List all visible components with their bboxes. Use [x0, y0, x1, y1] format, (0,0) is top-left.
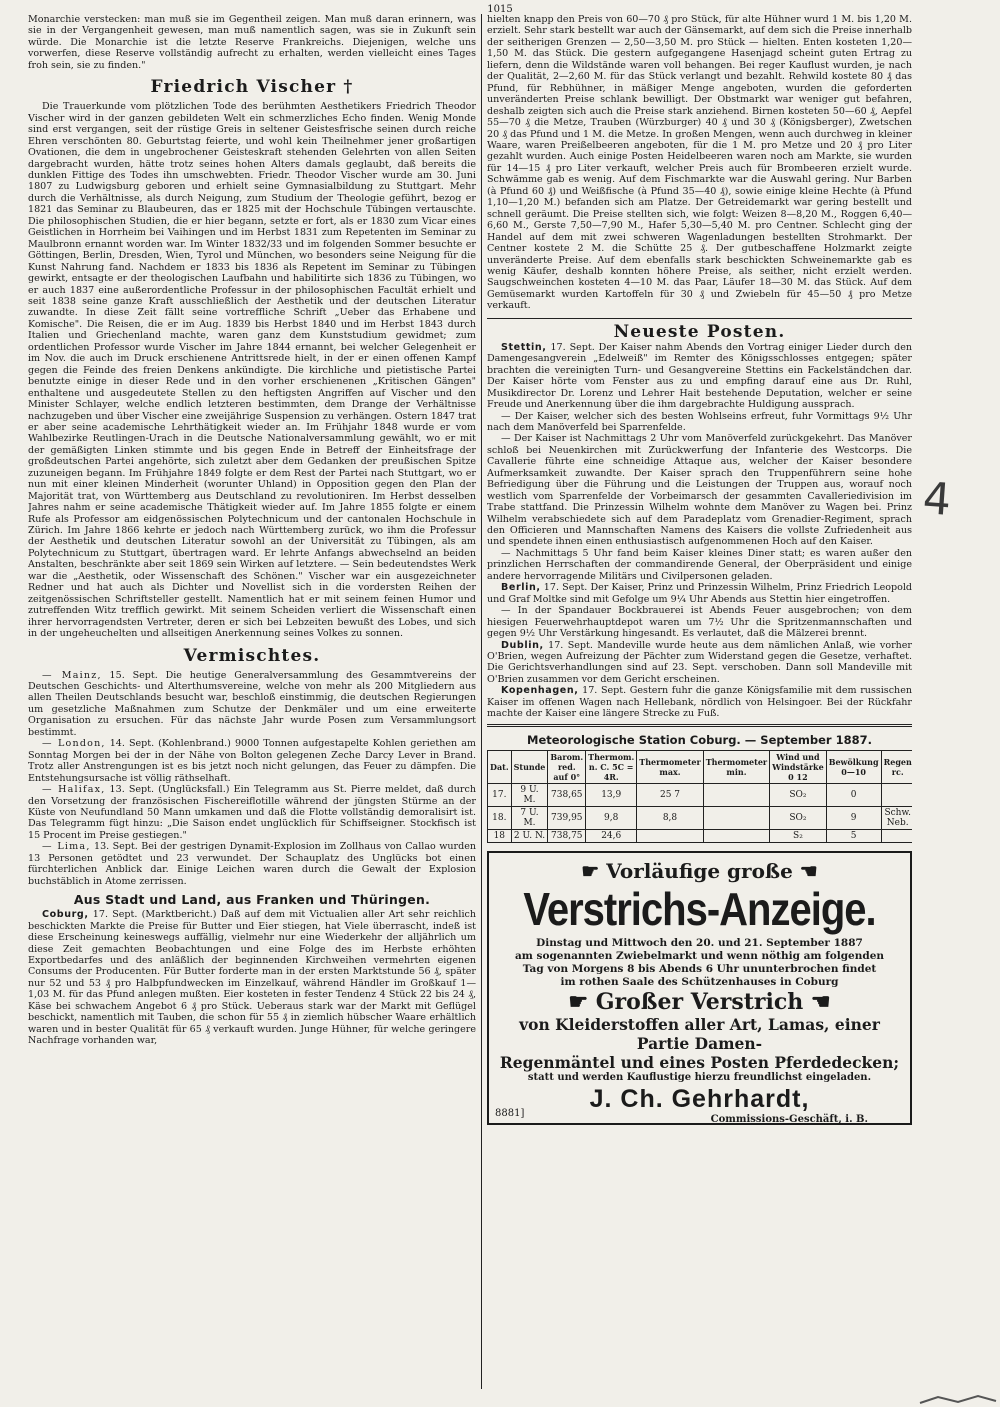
news-item: [487, 433, 912, 548]
weather-title: Meteorologische Station Coburg. — September 1887.: [527, 732, 872, 747]
scan-corner-mark: [918, 1393, 998, 1407]
article-intro: Monarchie verstecken: man muß sie im Gegentheil zeigen. Man muß daran erinnern, was sie in der Vergangenheit gewesen, man muß namentlich sagen, was sie in Zukunft sein würde. Die Monarchie ist die letzte Reserve Frankreichs. Diejenigen, welche uns vorwerfen, diese Reserve vollständig aufrecht zu erhalten, werden vielleicht eines Tages froh sein, sie zu finden.": [28, 14, 476, 71]
weather-row: [488, 829, 913, 842]
weather-header: Wind und Windstärke 0 12: [770, 750, 827, 783]
auction-advertisement: [487, 851, 912, 1125]
weather-header: Stunde: [511, 750, 548, 783]
weather-cell: 738,65: [548, 783, 586, 806]
misc-dateline: — Mainz,: [42, 669, 102, 681]
news-item: [487, 640, 912, 686]
weather-cell: 13,9: [586, 783, 637, 806]
weather-cell: 0: [826, 783, 881, 806]
news-item: [487, 582, 912, 605]
misc-item: [28, 784, 476, 841]
weather-cell: 7 U. M.: [511, 806, 548, 829]
weather-header-row: [488, 750, 913, 783]
misc-dateline: — London,: [42, 738, 106, 750]
weather-cell: [703, 783, 769, 806]
ad-line: Dinstag und Mittwoch den 20. und 21. September 1887: [536, 936, 863, 949]
news-text: — Der Kaiser ist Nachmittags 2 Uhr vom Manöverfeld zurückgekehrt. Das Manöver schloß bei Neuenkirchen mit Zurückwerfung der Infanterie des Westcorps. Die Cavallerie führte eine schneidige Attaque aus, welcher der Kaiser besondere Aufmerksamkeit zuwandte. Der Kaiser sprach den Truppenführern seine hohe Befriedigung über die Führung und die Leistungen der Truppen aus, worauf noch westlich vom Sparrenfelde der Vorbeimarsch der gesammten Cavalleriedivision im Trabe stattfand. Die Prinzessin Wilhelm wohnte dem Manöver zu Wagen bei. Prinz Wilhelm verabschiedete sich auf dem Paradeplatz vom Grenadier-Regiment, sprach den Officieren und Mannschaften Namens des Kaisers die vollste Zufriedenheit aus und spendete ihnen einen enthusiastisch aufgenommenen Hoch auf den Kaiser.: [487, 433, 912, 548]
weather-cell: 2 U. N.: [511, 829, 548, 842]
ad-big-heading: ☛ Großer Verstrich ☚: [568, 988, 831, 1015]
weather-header: Bewölkung 0—10: [826, 750, 881, 783]
ad-preheading: ☛ Vorläufige große ☚: [581, 858, 818, 883]
ad-headline: Verstrichs-Anzeige.: [523, 884, 876, 936]
weather-cell: 8,8: [637, 806, 703, 829]
news-text: — In der Spandauer Bockbrauerei ist Abends Feuer ausgebrochen; von dem hiesigen Feuerwehrhauptdepot waren um 7½ Uhr die Spritzenmannschaften und gegen 9½ Uhr Verstärkung hingesandt. Es verlautet, daß die Mälzerei brennt.: [487, 605, 912, 640]
weather-cell: 9: [826, 806, 881, 829]
left-column: [28, 14, 476, 1394]
right-column: [487, 14, 912, 1394]
weather-header: Barom. red. auf 0°: [548, 750, 586, 783]
weather-header: Thermometer min.: [703, 750, 769, 783]
weather-cell: S₂: [770, 829, 827, 842]
weather-header: Dat.: [488, 750, 512, 783]
section-rule: [487, 318, 912, 319]
news-text: 17. Sept. Der Kaiser, Prinz und Prinzessin Wilhelm, Prinz Friedrich Leopold und Graf Moltke sind mit Gefolge um 9¼ Uhr Abends aus Stettin hier eingetroffen.: [487, 582, 912, 605]
market-report: [28, 909, 476, 1046]
ad-invitation: statt und werden Kauflustige hierzu freundlichst eingeladen.: [527, 1071, 872, 1083]
news-item: [487, 685, 912, 719]
weather-header: Thermom. n. C. 5C = 4R.: [586, 750, 637, 783]
ad-goods-line: Regenmäntel und eines Posten Pferdedecken;: [499, 1052, 900, 1072]
misc-text: 15. Sept. Die heutige Generalversammlung des Gesammtvereins der Deutschen Geschichts- und Alterthumsvereine, welche von mehr als 200 Mitgliedern aus allen Theilen Deutschlands besucht war, beschloß einstimmig, die deutschen Regierungen um gesetzliche Maßnahmen zum Schutze der Denkmäler und um eine erweiterte Organisation zu ersuchen. Für das nächste Jahr wurde Posen zum Versammlungsort bestimmt.: [28, 669, 476, 738]
misc-item: [28, 738, 476, 784]
page-number: 1015: [487, 4, 513, 15]
news-dateline: Dublin,: [501, 639, 544, 651]
news-text: 17. Sept. Mandeville wurde heute aus dem nämlichen Anlaß, wie vorher O'Brien, wegen Aufreizung der Pächter zum Widerstand gegen die Gesetze, verhaftet. Die Gerichtsverhandlungen sind auf 23. Sept. verschoben. Dann soll Mandeville mit O'Brien zusammen vor dem Gericht erscheinen.: [487, 639, 912, 685]
misc-text: 13. Sept. Bei der gestrigen Dynamit-Explosion im Zollhaus von Callao wurden 13 Personen getödtet und 23 verwundet. Der Schauplatz des Unglücks bot einen fürchterlichen Anblick dar. Einige Leichen waren durch die Gewalt der Explosion buchstäblich in Atome zerrissen.: [28, 841, 476, 887]
weather-cell: SO₂: [770, 806, 827, 829]
weather-cell: SO₂: [770, 783, 827, 806]
misc-heading: Vermischtes.: [183, 645, 321, 666]
news-dateline: Berlin,: [501, 582, 541, 594]
weather-cell: [881, 783, 912, 806]
ad-code: 8881]: [495, 1107, 525, 1119]
handwritten-mark: 4: [921, 473, 953, 526]
weather-cell: 25 7: [637, 783, 703, 806]
news-item: [487, 548, 912, 582]
news-dateline: Stettin,: [501, 341, 547, 353]
misc-text: 14. Sept. (Kohlenbrand.) 9000 Tonnen aufgestapelte Kohlen geriethen am Sonntag Morgen bei der in der Nähe von Bolton gelegenen Zeche Darcy Lever in Brand. Trotz aller Anstrengungen ist es bis jetzt noch nicht gelungen, das Feuer zu dämpfen. Die Entstehungsursache ist völlig räthselhaft.: [28, 738, 476, 784]
column-divider: [481, 14, 482, 1389]
weather-cell: [881, 829, 912, 842]
obituary-heading: Friedrich Vischer †: [150, 77, 354, 98]
misc-dateline: — Halifax,: [42, 784, 106, 796]
news-dateline: Kopenhagen,: [501, 685, 579, 697]
weather-table: [487, 750, 912, 843]
news-item: [487, 605, 912, 639]
weather-cell: 9,8: [586, 806, 637, 829]
weather-cell: 17.: [488, 783, 512, 806]
misc-item: [28, 841, 476, 887]
weather-header: Thermometer max.: [637, 750, 703, 783]
weather-cell: [637, 829, 703, 842]
news-text: — Nachmittags 5 Uhr fand beim Kaiser kleines Diner statt; es waren außer den prinzlichen Herrschaften der commandirende General, der Oberpräsident und einige andere hervorragende Militärs und Civilpersonen geladen.: [487, 547, 912, 582]
weather-header: Regen rc.: [881, 750, 912, 783]
weather-cell: 5: [826, 829, 881, 842]
weather-row: [488, 806, 913, 829]
market-text: 17. Sept. (Marktbericht.) Daß auf dem mit Victualien aller Art sehr reichlich beschickten Markte die Preise für Butter und Eier stiegen, hat Viele überrascht, indeß ist diese Erscheinung keineswegs auffällig, vielmehr nur eine Wiederkehr der alljährlich um diese Zeit gemachten Beobachtungen und eine Folge des im Herbste erhöhten Exportbedarfes und des anläßlich der beginnenden Kirchweihen vermehrten eigenen Consums der Producenten. Für Butter forderte man in der ersten Marktstunde 56 ₰, später nur 52 und 53 ₰ pro Halbpfundwecken im Einzelkauf, während Händler im Großkauf 1—1,03 M. für das Pfund anlegen mußten. Eier kosteten in fester Tendenz 4 Stück 22 bis 24 ₰, Käse bei schwachem Angebot 6 ₰ pro Stück. Ueberaus stark war der Markt mit Geflügel beschickt, namentlich mit Tauben, die schon für 55 ₰ in ziemlich hübscher Waare erhältlich waren und in bester Qualität für 65 ₰ verkauft wurden. Junge Hühner, für welche geringere Nachfrage vorhanden war,: [28, 909, 476, 1047]
weather-cell: [703, 829, 769, 842]
ad-firm-role: Commissions-Geschäft, i. B.: [710, 1113, 868, 1125]
latest-news-heading: Neueste Posten.: [613, 321, 786, 342]
market-report-continued: hielten knapp den Preis von 60—70 ₰ pro Stück, für alte Hühner wurd 1 M. bis 1,20 M. erzielt. Sehr stark bestellt war auch der Gänsemarkt, auf dem sich die Preise innerhalb der seitherigen Grenzen — 2,50—3,50 M. pro Stück — hielten. Enten kosteten 1,20—1,50 M. das Stück. Die gestern aufgegangene Hasenjagd scheint guten Ertrag zu liefern, denn die Wildstände waren voll behangen. Bei reger Kauflust wurden, je nach der Qualität, 2—2,60 M. für das Stück verlangt und bezahlt. Rehwild kostete 80 ₰ das Pfund, für Rebhühner, in mäßiger Menge angeboten, wurden die geforderten unveränderten Preise schlank bewilligt. Der Obstmarkt war weniger gut befahren, deshalb zeigten sich auch die Preise stark anziehend. Birnen kosteten 50—60 ₰, Aepfel 55—70 ₰ die Metze, Trauben (Würzburger) 40 ₰ und 30 ₰ (Königsberger), Zwetschen 20 ₰ das Pfund und 1 M. die Metze. In großen Mengen, wenn auch durchweg in kleiner Waare, waren Preißelbeeren angeboten, für die 1 M. pro Metze und 20 ₰ pro Liter gezahlt wurden. Auch einige Posten Heidelbeeren waren noch am Markte, sie wurden für 14—15 ₰ pro Liter verkauft, welcher Preis auch für Brombeeren erzielt wurde. Schwämme gab es wenig. Auf dem Fischmarkte war die Auswahl gering. Nur Barben (à Pfund 60 ₰) und Weißfische (à Pfund 35—40 ₰), sowie einige kleine Hechte (à Pfund 1,10—1,20 M.) befanden sich am Platze. Der Getreidemarkt war gering bestellt und schnell geräumt. Die Preise stellten sich, wie folgt: Weizen 8—8,20 M., Roggen 6,40—6,60 M., Gerste 7,50—7,90 M., Hafer 5,30—5,40 M. pro Centner. Schlecht ging der Handel auf dem mit zwei schweren Wagenladungen bestellten Strohmarkt. Der Centner kostete 2 M. die Schütte 25 ₰. Der gutbeschaffene Holzmarkt zeigte unveränderte Preise. Auf dem ebenfalls stark beschickten Schweinemarkte gab es wenig Käufer, deshalb konnten höhere Preise, als seither, nicht erzielt werden. Saugschweinchen kosteten 4—10 M. das Paar, Läufer 18—30 M. das Stück. Auf dem Gemüsemarkt wurden Kartoffeln für 30 ₰ und Zwiebeln für 45—50 ₰ pro Metze verkauft.: [487, 14, 912, 312]
ad-line: Tag von Morgens 8 bis Abends 6 Uhr ununterbrochen findet: [522, 962, 877, 975]
misc-dateline: — Lima,: [42, 841, 91, 853]
weather-cell: 739,95: [548, 806, 586, 829]
weather-cell: 18: [488, 829, 512, 842]
weather-cell: 24,6: [586, 829, 637, 842]
obituary-text: Die Trauerkunde vom plötzlichen Tode des berühmten Aesthetikers Friedrich Theodor Vischer wird in der ganzen gebildeten Welt ein schmerzliches Echo finden. Wenig Monde sind erst vergangen, seit der rüstige Greis in seltener Geistesfrische seinen durch reiche Ehren verschönten 80. Geburtstag feierte, und wohl kein Theilnehmer jener großartigen Ovationen, die dem in ungebrochener Geisteskraft stehenden Gelehrten von allen Seiten dargebracht wurden, hätte trotz seines hohen Alters damals geglaubt, daß bereits die dunklen Fittige des Todes ihn umschwebten. Friedr. Theodor Vischer wurde am 30. Juni 1807 zu Ludwigsburg geboren und erhielt seine Gymnasialbildung zu Stuttgart. Mehr durch die Verhältnisse, als durch Neigung, zum Studium der Theologie geführt, bezog er 1821 das Seminar zu Blaubeuren, das er 1825 mit der Hochschule Tübingen vertauschte. Die philosophischen Studien, die er hier begann, setzte er fort, als er 1830 zum Vicar eines Geistlichen in Horrheim bei Vaihingen und im Herbst 1831 zum Repetenten im Seminar zu Maulbronn ernannt worden war. Im Winter 1832/33 und im folgenden Sommer besuchte er Göttingen, Berlin, Dresden, Wien, Tyrol und München, wo besonders seine Neigung für die Kunst Nahrung fand. Nachdem er 1833 bis 1836 als Repetent im Seminar zu Tübingen gewirkt, entsagte er der theologischen Laufbahn und habilitirte sich 1836 zu Tübingen, wo er auch 1837 eine außerordentliche Professur in der philosophischen Facultät erhielt und seit 1838 seine ganze Kraft ausschließlich der Aesthetik und der deutschen Literatur zuwandte. In diese Zeit fällt seine vortreffliche Schrift „Ueber das Erhabene und Komische". Die Reisen, die er im Aug. 1839 bis Herbst 1840 und im Herbst 1843 durch Italien und Griechenland machte, waren ganz dem Kunststudium gewidmet; zum ordentlichen Professor wurde Vischer im Jahre 1844 ernannt, bei welcher Gelegenheit er im Nov. die auch im Druck erschienene Antrittsrede hielt, in der er einen offenen Kampf gegen die Feinde des freien Denkens ankündigte. Die kirchliche und pietistische Partei benutzte einige in dieser Rede und in den vorher erschienenen „Kritischen Gängen" enthaltene und ausgedeutete Stellen zu den heftigsten Angriffen auf Vischer und den Minister Schlayer, welche endlich letzteren bestimmten, dem Drange der Verhältnisse nachzugeben und über Vischer eine zweijährige Suspension zu verhängen. Ostern 1847 trat er aber seine academische Lehrthätigkeit wieder an. Im Frühjahr 1848 wurde er vom Wahlbezirke Reutlingen-Urach in die Deutsche Nationalversammlung gewählt, wo er mit der gemäßigten Linken stimmte und bis gegen Ende in Betreff der Einheitsfrage der großdeutschen Partei angehörte, sich zuletzt aber dem Gedanken der preußischen Spitze zuzuneigen begann. Im Frühjahre 1849 folgte er dem Rest der Partei nach Stuttgart, wo er nun mit einer kleinen Minderheit (worunter Uhland) in Opposition gegen den Plan der Majorität trat, von Württemberg aus Deutschland zu revolutioniren. Im Herbst desselben Jahres nahm er seine academische Thätigkeit wieder auf. Im Jahre 1855 folgte er einem Rufe als Professor am eidgenössischen Polytechnicum und der cantonalen Hochschule in Zürich. Im Jahre 1866 kehrte er jedoch nach Württemberg zurück, wo ihm die Professur der Aesthetik und deutschen Literatur sowohl an der Universität zu Tübingen, als am Polytechnicum zu Stuttgart, übertragen ward. Er lehrte Anfangs abwechselnd an beiden Anstalten, beschränkte aber seit 1869 sein Wirken auf letztere. — Sein bedeutendstes Werk war die „Aesthetik, oder Wissenschaft des Schönen." Vischer war ein ausgezeichneter Redner und hat auch als Dichter und Novellist sich in die vordersten Reihen der zeitgenössischen Schriftsteller gestellt. Namentlich hat er mit seinem feinen Humor und zutreffenden Witz trefflich gewirkt. Mit seinem Scheiden verliert die Wissenschaft einen ihrer hervorragendsten Vertreter, deren er sich bei Lebzeiten bewußt des Lobes, und sich in der ungeheuchelten und allseitigen Anerkennung seines Volkes zu sonnen.: [28, 101, 476, 640]
ad-line: am sogenannten Zwiebelmarkt und wenn nöthig am folgenden: [514, 949, 885, 962]
regional-heading: Aus Stadt und Land, aus Franken und Thüringen.: [73, 892, 431, 908]
news-text: — Der Kaiser, welcher sich des besten Wohlseins erfreut, fuhr Vormittags 9½ Uhr nach dem Manöverfeld bei Sparrenfelde.: [487, 410, 912, 433]
news-item: [487, 411, 912, 434]
weather-cell: 9 U. M.: [511, 783, 548, 806]
ad-big-text: Großer Verstrich: [595, 988, 804, 1015]
news-text: 17. Sept. Gestern fuhr die ganze Königsfamilie mit dem russischen Kaiser im offenen Wagen nach Hellebank, nördlich von Helsingoer. Bei der Rückfahr machte der Kaiser eine längere Strecke zu Fuß.: [487, 685, 912, 720]
weather-cell: Schw. Neb.: [881, 806, 912, 829]
news-item: [487, 342, 912, 411]
ad-line: im rothen Saale des Schützenhauses in Coburg: [560, 975, 839, 988]
weather-cell: [703, 806, 769, 829]
ad-firm-name: J. Ch. Gehrhardt,: [589, 1084, 810, 1113]
weather-cell: 18.: [488, 806, 512, 829]
ad-preheading-text: Vorläufige große: [606, 858, 793, 883]
news-text: 17. Sept. Der Kaiser nahm Abends den Vortrag einiger Lieder durch den Damengesangverein „Edelweiß" im Remter des Königsschlosses entgegen; später brachten die vereinigten Turn- und Gesangvereine Stettins ein Fackelständchen dar. Der Kaiser hörte vom Fenster aus zu und empfing darauf eine aus Dr. Ruhl, Musikdirector Dr. Lorenz und Lehrer Hait bestehende Deputation, welcher er seine Freude und Anerkennung über die ihm dargebrachte Huldigung aussprach.: [487, 341, 912, 411]
weather-cell: 738,75: [548, 829, 586, 842]
weather-row: [488, 783, 913, 806]
ad-goods-line: von Kleiderstoffen aller Art, Lamas, einer Partie Damen-: [519, 1014, 880, 1053]
section-rule: [487, 724, 912, 727]
misc-item: [28, 670, 476, 739]
market-dateline: Coburg,: [42, 909, 89, 921]
misc-text: 13. Sept. (Unglücksfall.) Ein Telegramm aus St. Pierre meldet, daß durch den Vorsetzung der französischen Fischereiflotille während der jüngsten Stürme an der Küste von Neufundland 50 Mann umkamen und daß die Flotte vollständig demoralisirt ist. Das Telegramm fügt hinzu: „Die Saison endet unglücklich für Schiffseigner. Stockfisch ist 15 Procent im Preise gestiegen.": [28, 784, 476, 841]
